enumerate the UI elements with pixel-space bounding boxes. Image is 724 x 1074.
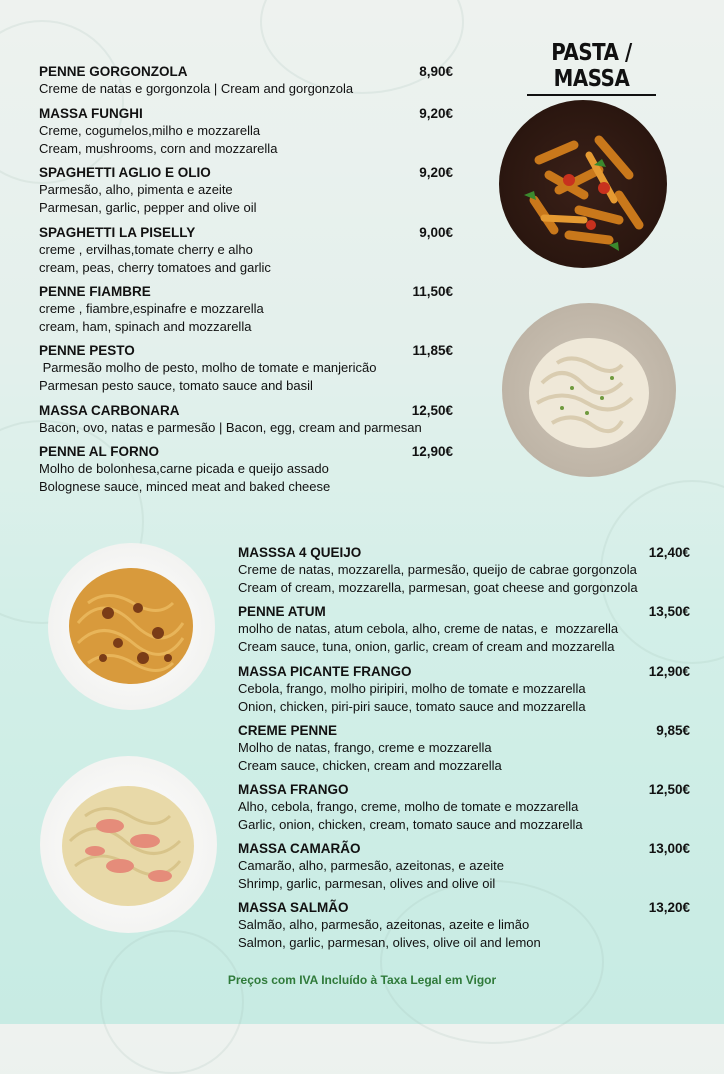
item-price: 11,85€ [412,343,453,358]
vat-notice: Preços com IVA Incluído à Taxa Legal em Vigor [227,973,497,987]
menu-item [238,663,690,716]
menu-item [39,164,455,217]
item-desc: molho de natas, atum cebola, alho, creme de natas, e mozzarella [238,621,619,636]
item-desc: Molho de bolonhesa,carne picada e queijo assado [39,461,329,476]
item-desc: creme , fiambre,espinafre e mozzarella [39,301,264,316]
item-price: 9,20€ [419,106,453,121]
item-name: PENNE GORGONZOLA [39,64,188,79]
item-desc: creme , ervilhas,tomate cherry e alho [39,242,253,257]
item-desc-en: Garlic, onion, chicken, cream, tomato sauce and mozzarella [238,817,583,832]
item-name: MASSA CAMARÃO [238,841,361,856]
menu-item [238,544,690,597]
menu-item [238,722,690,775]
item-desc: Salmão, alho, parmesão, azeitonas, azeite e limão [238,917,530,932]
item-price: 9,20€ [419,165,453,180]
item-name: MASSA PICANTE FRANGO [238,664,412,679]
item-desc: Alho, cebola, frango, creme, molho de tomate e mozzarella [238,799,579,814]
item-name: MASSA SALMÃO [238,900,349,915]
page-title: PASTA / MASSA [527,40,656,96]
item-name: PENNE ATUM [238,604,326,619]
menu-item [39,443,455,496]
item-desc-en: Cream of cream, mozzarella, parmesan, goat cheese and gorgonzola [238,580,638,595]
item-desc: Parmesão molho de pesto, molho de tomate e manjericão [39,360,377,375]
item-desc-en: Shrimp, garlic, parmesan, olives and olive oil [238,876,496,891]
item-desc-en: Bolognese sauce, minced meat and baked cheese [39,479,331,494]
item-desc: Molho de natas, frango, creme e mozzarella [238,740,492,755]
item-desc: Creme, cogumelos,milho e mozzarella [39,123,261,138]
item-desc: Camarão, alho, parmesão, azeitonas, e azeite [238,858,504,873]
item-name: MASSA FUNGHI [39,106,143,121]
tagliatelle-bolognese-dish-image [48,543,215,710]
menu-item [39,224,455,277]
item-price: 8,90€ [419,64,453,79]
item-price: 12,50€ [648,782,690,797]
item-price: 11,50€ [412,284,453,299]
item-desc: Bacon, ovo, natas e parmesão | Bacon, egg, cream and parmesan [39,420,422,435]
menu-item [39,283,455,336]
item-price: 12,90€ [648,664,690,679]
item-desc: Creme de natas e gorgonzola | Cream and gorgonzola [39,81,354,96]
item-desc-en: cream, peas, cherry tomatoes and garlic [39,260,271,275]
item-name: SPAGHETTI AGLIO E OLIO [39,165,211,180]
item-price: 13,20€ [648,900,690,915]
item-name: MASSA CARBONARA [39,403,180,418]
item-name: PENNE AL FORNO [39,444,160,459]
item-name: SPAGHETTI LA PISELLY [39,225,196,240]
item-name: CREME PENNE [238,723,338,738]
item-desc-en: Cream sauce, chicken, cream and mozzarella [238,758,502,773]
bolognese-pasta-graphic [48,543,215,710]
item-desc-en: Parmesan pesto sauce, tomato sauce and basil [39,378,313,393]
item-price: 12,50€ [411,403,453,418]
item-desc-en: Onion, chicken, piri-piri sauce, tomato sauce and mozzarella [238,699,586,714]
item-name: MASSA FRANGO [238,782,349,797]
menu-item [39,105,455,158]
fettuccine-alfredo-dish-image [502,303,676,477]
item-desc-en: Salmon, garlic, parmesan, olives, olive oil and lemon [238,935,541,950]
menu-item [39,342,455,395]
item-desc-en: cream, ham, spinach and mozzarella [39,319,252,334]
item-price: 13,50€ [648,604,690,619]
salmon-pasta-graphic [40,756,217,933]
item-name: PENNE FIAMBRE [39,284,151,299]
menu-item [39,63,455,98]
item-name: MASSSA 4 QUEIJO [238,545,362,560]
item-desc-en: Cream sauce, tuna, onion, garlic, cream of cream and mozzarella [238,639,615,654]
menu-item [39,402,455,437]
item-price: 12,90€ [411,444,453,459]
menu-item [238,603,690,656]
alfredo-pasta-graphic [502,303,676,477]
item-desc: Creme de natas, mozzarella, parmesão, queijo de cabrae gorgonzola [238,562,637,577]
menu-item [238,781,690,834]
item-price: 12,40€ [648,545,690,560]
menu-item [238,899,690,952]
item-desc-en: Cream, mushrooms, corn and mozzarella [39,141,278,156]
item-desc-en: Parmesan, garlic, pepper and olive oil [39,200,257,215]
penne-pasta-graphic [499,100,667,268]
item-price: 13,00€ [648,841,690,856]
item-name: PENNE PESTO [39,343,135,358]
item-price: 9,00€ [419,225,453,240]
item-price: 9,85€ [656,723,690,738]
penne-tomato-dish-image [499,100,667,268]
tagliatelle-salmon-dish-image [40,756,217,933]
item-desc: Cebola, frango, molho piripiri, molho de tomate e mozzarella [238,681,586,696]
item-desc: Parmesão, alho, pimenta e azeite [39,182,233,197]
menu-item [238,840,690,893]
